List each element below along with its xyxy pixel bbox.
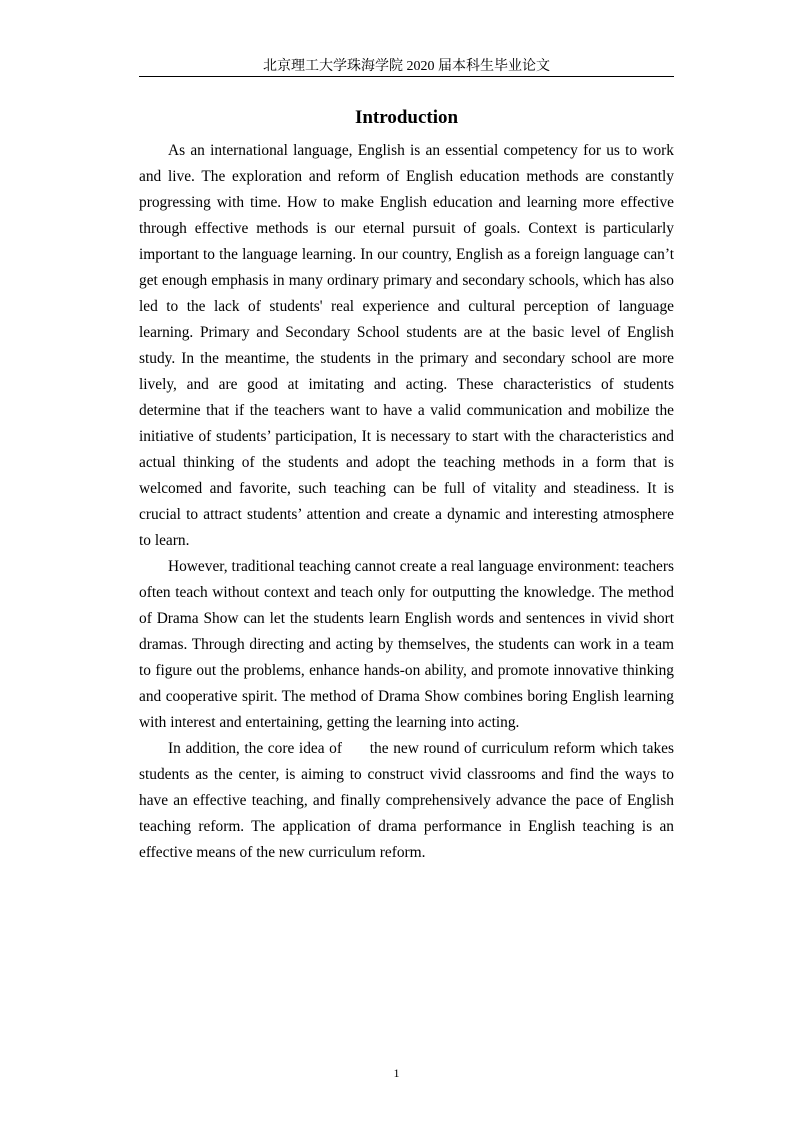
page-header: 北京理工大学珠海学院 2020 届本科生毕业论文 (139, 57, 674, 77)
paragraph-2: However, traditional teaching cannot create a real language environment: teachers often teach without context and teach only for outputting the knowledge. The method of Drama Show can let the students learn English words and sentences in vivid short dramas. Through directing and acting by themselves, the students can work in a team to figure out the problems, enhance hands-on ability, and promote innovative thinking and cooperative spirit. The method of Drama Show combines boring English learning with interest and entertaining, getting the learning into acting. (139, 558, 674, 731)
body-text (139, 138, 678, 866)
paragraph-3: In addition, the core idea of the new round of curriculum reform which takes students as the center, is aiming to construct vivid classrooms and find the ways to have an effective teaching, and finally comprehensively advance the pace of English teaching reform. The application of drama performance in English teaching is an effective means of the new curriculum reform. (139, 740, 678, 861)
paragraph-1: As an international language, English is an essential competency for us to work and live. The exploration and reform of English education methods are constantly progressing with time. How to make English education and learning more effective through effective methods is our eternal pursuit of goals. Context is particularly important to the language learning. In our country, English as a foreign language can’t get enough emphasis in many ordinary primary and secondary schools, which has also led to the lack of students' real experience and cultural perception of language learning. Primary and Secondary School students are at the basic level of English study. In the meantime, the students in the primary and secondary school are more lively, and are good at imitating and acting. These characteristics of students determine that if the teachers want to have a valid communication and mobilize the initiative of students’ participation, It is necessary to start with the characteristics and actual thinking of the students and adopt the teaching methods in a form that is welcomed and favorite, such teaching can be full of vitality and steadiness. It is crucial to attract students’ attention and create a dynamic and interesting atmosphere to learn. (139, 142, 674, 549)
page-number: 1 (393, 1066, 400, 1080)
section-title: Introduction (354, 107, 459, 128)
